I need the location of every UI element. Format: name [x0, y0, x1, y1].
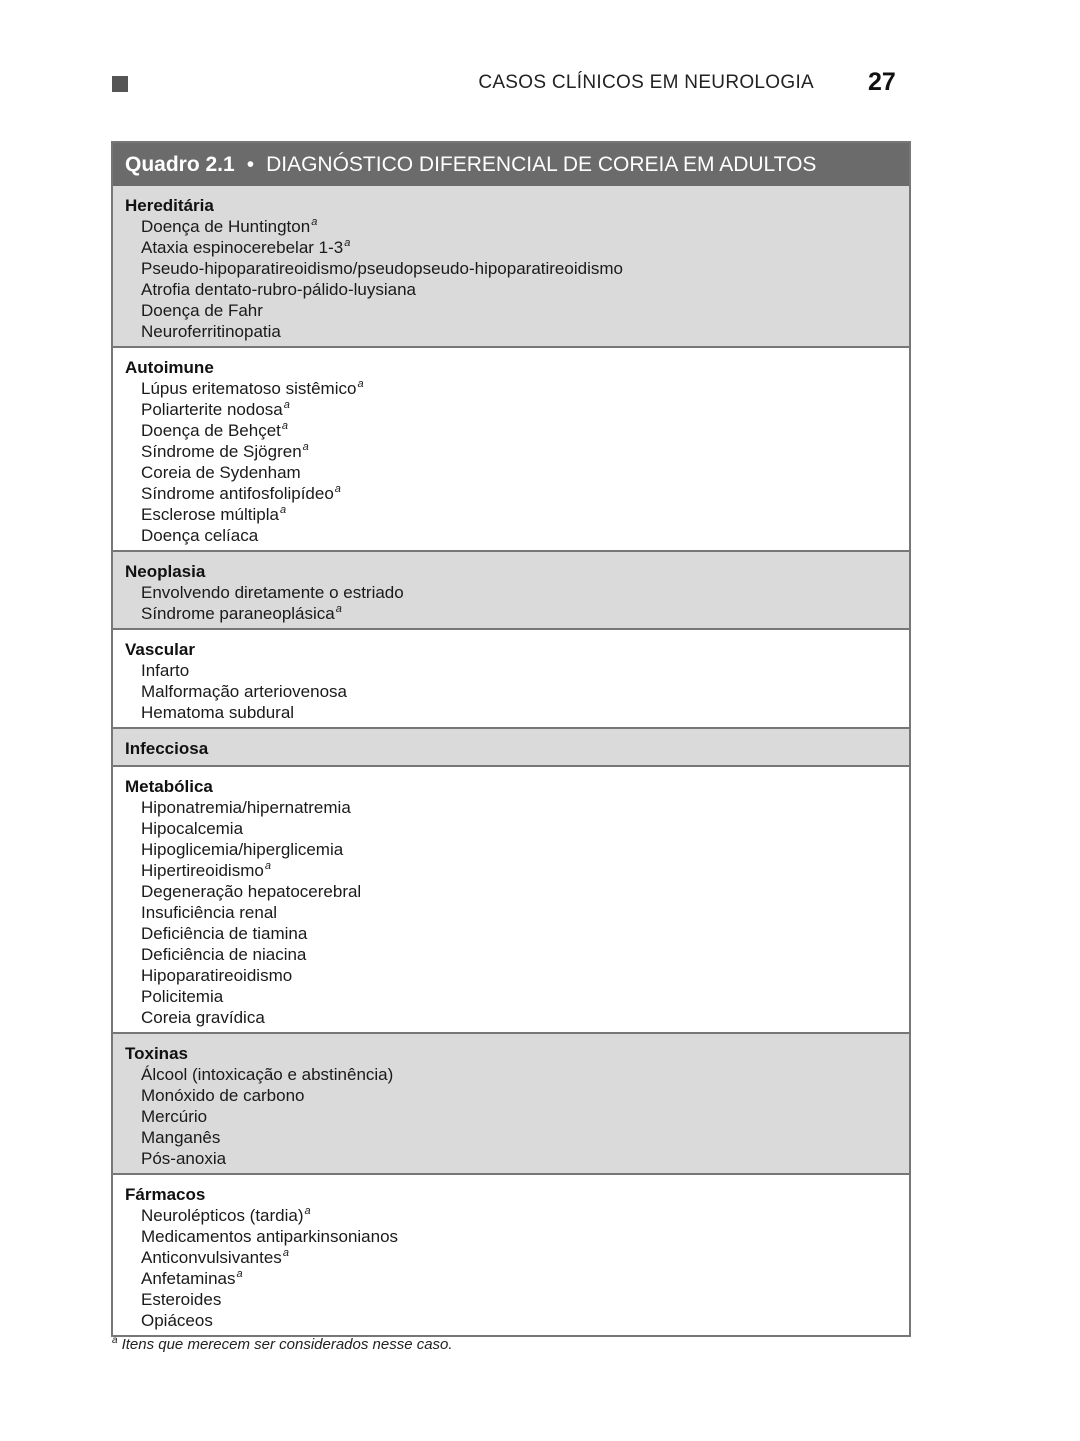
item-text: Deficiência de tiamina: [141, 924, 308, 943]
box-number: Quadro 2.1: [125, 152, 235, 176]
item-text: Doença de Huntington: [141, 217, 311, 236]
footnote-reference-mark: a: [344, 237, 351, 250]
list-item: [125, 1127, 897, 1148]
list-item: [125, 965, 897, 986]
item-text: Coreia de Sydenham: [141, 463, 301, 482]
list-item: [125, 483, 897, 504]
section-7: [113, 1173, 909, 1335]
item-text: Hiponatremia/hipernatremia: [141, 798, 351, 817]
section-title: Autoimune: [125, 358, 214, 377]
footnote-reference-mark: a: [335, 603, 342, 616]
item-text: Neurolépticos (tardia): [141, 1206, 304, 1225]
list-item: [125, 441, 897, 462]
item-text: Monóxido de carbono: [141, 1086, 305, 1105]
list-item: [125, 1106, 897, 1127]
footnote: [112, 1336, 453, 1353]
section-title: Infecciosa: [125, 739, 209, 758]
item-text: Síndrome de Sjögren: [141, 442, 302, 461]
list-item: [125, 603, 897, 624]
box-title-bar: [113, 143, 909, 186]
list-item: [125, 986, 897, 1007]
item-text: Insuficiência renal: [141, 903, 278, 922]
differential-diagnosis-box: [111, 141, 911, 1337]
item-text: Hipoparatireoidismo: [141, 966, 293, 985]
list-item: [125, 279, 897, 300]
list-item: [125, 582, 897, 603]
item-text: Manganês: [141, 1128, 221, 1147]
item-text: Álcool (intoxicação e abstinência): [141, 1065, 394, 1084]
item-text: Lúpus eritematoso sistêmico: [141, 379, 357, 398]
list-item: [125, 1085, 897, 1106]
item-text: Opiáceos: [141, 1311, 213, 1330]
item-text: Esteroides: [141, 1290, 222, 1309]
section-title: Hereditária: [125, 196, 214, 215]
title-bullet: •: [246, 152, 255, 176]
item-text: Hipocalcemia: [141, 819, 244, 838]
section-4: [113, 727, 909, 765]
section-2: [113, 550, 909, 628]
list-item: [125, 1289, 897, 1310]
section-title: Fármacos: [125, 1185, 206, 1204]
item-text: Esclerose múltipla: [141, 505, 279, 524]
footnote-reference-mark: a: [281, 420, 289, 433]
page-number: 27: [868, 68, 896, 96]
item-text: Neuroferritinopatia: [141, 322, 281, 341]
list-item: [125, 923, 897, 944]
list-item: [125, 525, 897, 546]
list-item: [125, 420, 897, 441]
item-text: Envolvendo diretamente o estriado: [141, 583, 404, 602]
item-text: Hipertireoidismo: [141, 861, 264, 880]
list-item: [125, 216, 897, 237]
running-head: CASOS CLÍNICOS EM NEUROLOGIA: [478, 72, 814, 93]
item-text: Policitemia: [141, 987, 224, 1006]
list-item: [125, 839, 897, 860]
item-text: Infarto: [141, 661, 190, 680]
section-title: Neoplasia: [125, 562, 206, 581]
item-text: Poliarterite nodosa: [141, 400, 283, 419]
footnote-reference-mark: a: [236, 1268, 243, 1281]
list-item: [125, 1148, 897, 1169]
list-item: [125, 902, 897, 923]
list-item: [125, 378, 897, 399]
list-item: [125, 258, 897, 279]
item-text: Mercúrio: [141, 1107, 208, 1126]
item-text: Síndrome antifosfolipídeo: [141, 484, 334, 503]
box-sections: [113, 186, 909, 1335]
item-text: Pseudo-hipoparatireoidismo/pseudopseudo-hipoparatireoidismo: [141, 259, 623, 278]
box-title: DIAGNÓSTICO DIFERENCIAL DE COREIA EM ADULTOS: [266, 152, 817, 176]
footnote-mark: a: [112, 1335, 118, 1346]
list-item: [125, 1247, 897, 1268]
list-item: [125, 860, 897, 881]
section-title: Toxinas: [125, 1044, 188, 1063]
item-text: Doença celíaca: [141, 526, 259, 545]
list-item: [125, 1205, 897, 1226]
footnote-reference-mark: a: [304, 1205, 311, 1218]
list-item: [125, 1268, 897, 1289]
section-0: [113, 186, 909, 346]
list-item: [125, 797, 897, 818]
list-item: [125, 1064, 897, 1085]
item-text: Deficiência de niacina: [141, 945, 307, 964]
item-text: Síndrome paraneoplásica: [141, 604, 335, 623]
list-item: [125, 237, 897, 258]
item-text: Pós-anoxia: [141, 1149, 227, 1168]
section-title: Vascular: [125, 640, 195, 659]
footnote-reference-mark: a: [264, 860, 271, 873]
footnote-reference-mark: a: [282, 1247, 289, 1260]
item-text: Ataxia espinocerebelar 1-3: [141, 238, 344, 257]
item-text: Atrofia dentato-rubro-pálido-luysiana: [141, 280, 416, 299]
list-item: [125, 1226, 897, 1247]
footnote-reference-mark: a: [302, 441, 309, 454]
item-text: Hipoglicemia/hiperglicemia: [141, 840, 344, 859]
list-item: [125, 462, 897, 483]
section-1: [113, 346, 909, 550]
footnote-reference-mark: a: [311, 216, 318, 229]
footnote-reference-mark: a: [334, 483, 341, 496]
list-item: [125, 881, 897, 902]
list-item: [125, 300, 897, 321]
section-title: Metabólica: [125, 777, 213, 796]
item-text: Medicamentos antiparkinsonianos: [141, 1227, 399, 1246]
footnote-text: Itens que merecem ser considerados nesse caso.: [121, 1336, 453, 1353]
list-item: [125, 944, 897, 965]
list-item: [125, 702, 897, 723]
list-item: [125, 660, 897, 681]
item-text: Anfetaminas: [141, 1269, 236, 1288]
section-5: [113, 765, 909, 1032]
item-text: Anticonvulsivantes: [141, 1248, 282, 1267]
list-item: [125, 681, 897, 702]
footnote-reference-mark: a: [283, 399, 290, 412]
item-text: Coreia gravídica: [141, 1008, 265, 1027]
header-square-marker: [112, 76, 128, 92]
list-item: [125, 399, 897, 420]
item-text: Doença de Fahr: [141, 301, 263, 320]
list-item: [125, 1007, 897, 1028]
list-item: [125, 818, 897, 839]
item-text: Malformação arteriovenosa: [141, 682, 347, 701]
section-3: [113, 628, 909, 727]
footnote-reference-mark: a: [279, 504, 287, 517]
item-text: Doença de Behçet: [141, 421, 281, 440]
list-item: [125, 504, 897, 525]
list-item: [125, 1310, 897, 1331]
footnote-reference-mark: a: [357, 378, 364, 391]
item-text: Hematoma subdural: [141, 703, 295, 722]
section-6: [113, 1032, 909, 1173]
item-text: Degeneração hepatocerebral: [141, 882, 362, 901]
list-item: [125, 321, 897, 342]
